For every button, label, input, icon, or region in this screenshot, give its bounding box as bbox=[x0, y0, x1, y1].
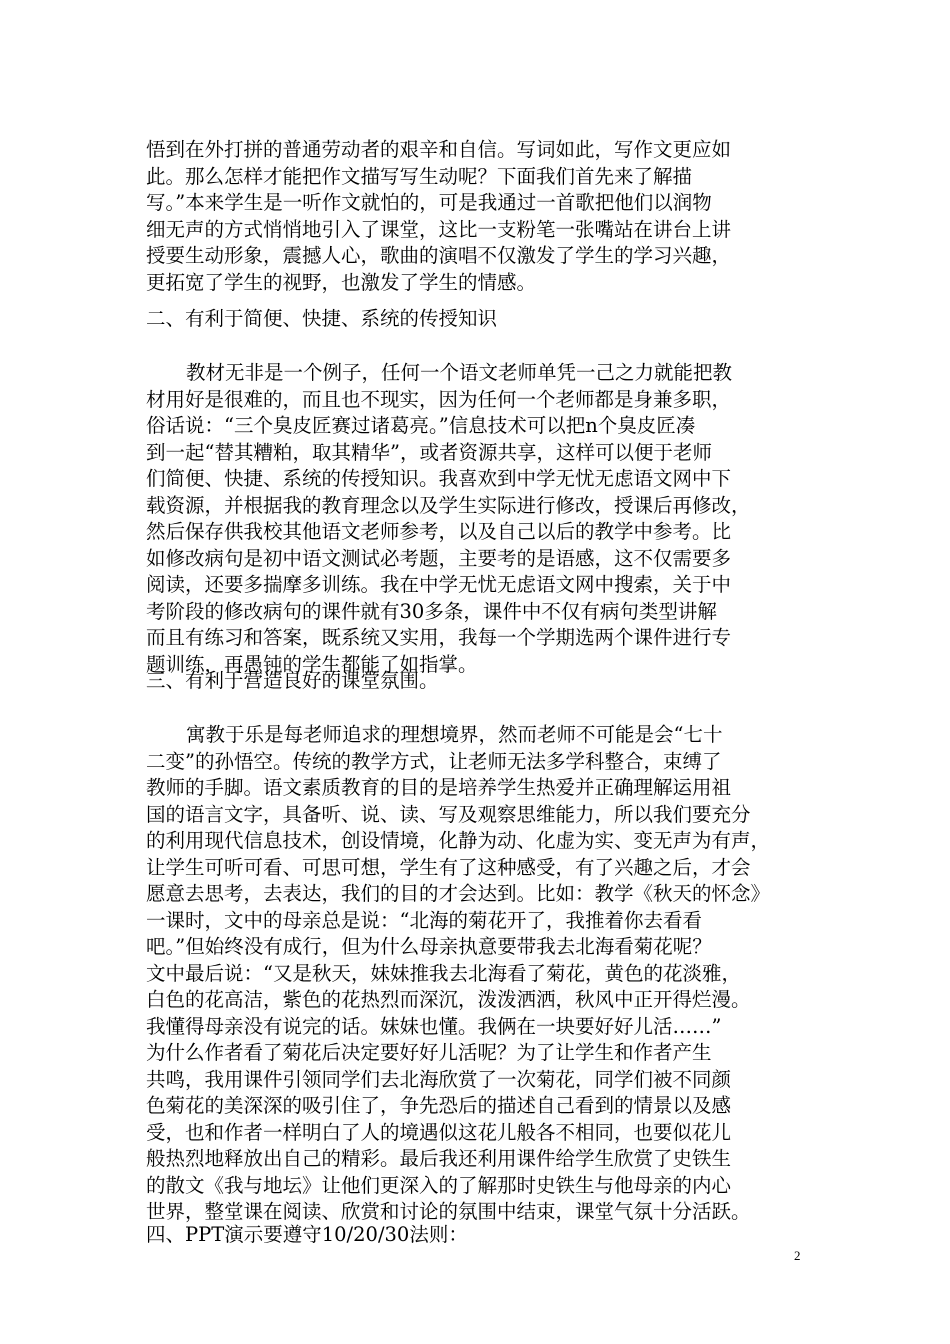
text-line: 题训练，再愚钝的学生都能了如指掌。 bbox=[146, 652, 478, 676]
text-line: 受，也和作者一样明白了人的境遇似这花儿般各不相同，也要似花儿 bbox=[146, 1120, 732, 1144]
text-line: 教师的手脚。语文素质教育的目的是培养学生热爱并正确理解运用祖 bbox=[146, 776, 732, 799]
text-line: 们简便、快捷、系统的传授知识。我喜欢到中学无忧无虑语文网中下 bbox=[146, 467, 732, 490]
text-line: 二变”的孙悟空。传统的教学方式，让老师无法多学科整合，束缚了 bbox=[146, 749, 722, 773]
text-line: 教材无非是一个例子，任何一个语文老师单凭一己之力就能把教 bbox=[186, 361, 733, 384]
text-line: 授要生动形象，震撼人心，歌曲的演唱不仅激发了学生的学习兴趣， bbox=[146, 244, 732, 267]
page-number: 2 bbox=[794, 1248, 801, 1263]
text-line: 而且有练习和答案，既系统又实用，我每一个学期选两个课件进行专 bbox=[146, 626, 732, 649]
section-heading-3: 三、有利于营造良好的课堂氛围。 bbox=[146, 669, 439, 692]
paragraph-1 bbox=[146, 137, 814, 296]
text-line: 一课时，文中的母亲总是说：“北海的菊花开了，我推着你去看看 bbox=[146, 908, 702, 932]
text-line: 俗话说：“三个臭皮匠赛过诸葛亮。”信息技术可以把n个臭皮匠凑 bbox=[146, 414, 696, 437]
text-line: 吧。”但始终没有成行，但为什么母亲执意要带我去北海看菊花呢？ bbox=[146, 935, 712, 958]
text-line: 此。那么怎样才能把作文描写写生动呢？下面我们首先来了解描 bbox=[146, 164, 693, 188]
text-line: 的利用现代信息技术，创设情境，化静为动、化虚为实、变无声为有声， bbox=[146, 829, 771, 852]
text-line: 让学生可听可看、可思可想，学生有了这种感受，有了兴趣之后，才会 bbox=[146, 855, 751, 879]
text-line: 国的语言文字，具备听、说、读、写及观察思维能力，所以我们要充分 bbox=[146, 802, 751, 826]
text-line: 我懂得母亲没有说完的话。妹妹也懂。我俩在一块要好好儿活……” bbox=[146, 1014, 722, 1038]
text-line: 更拓宽了学生的视野，也激发了学生的情感。 bbox=[146, 270, 537, 294]
text-line: 考阶段的修改病句的课件就有30多条，课件中不仅有病句类型讲解 bbox=[146, 599, 717, 623]
text-line: 阅读，还要多揣摩多训练。我在中学无忧无虑语文网中搜索，关于中 bbox=[146, 573, 732, 596]
text-line: 寓教于乐是每老师追求的理想境界，然而老师不可能是会“七十 bbox=[186, 723, 723, 746]
paragraph-3 bbox=[146, 722, 814, 1226]
text-line: 细无声的方式悄悄地引入了课堂，这比一支粉笔一张嘴站在讲台上讲 bbox=[146, 217, 732, 241]
text-line: 到一起“替其糟粕，取其精华”，或者资源共享，这样可以便于老师 bbox=[146, 440, 712, 464]
text-line: 的散文《我与地坛》让他们更深入的了解那时史铁生与他母亲的内心 bbox=[146, 1173, 732, 1197]
text-line: 为什么作者看了菊花后决定要好好儿活呢？为了让学生和作者产生 bbox=[146, 1041, 712, 1064]
text-line: 共鸣，我用课件引领同学们去北海欣赏了一次菊花，同学们被不同颜 bbox=[146, 1067, 732, 1091]
text-line: 然后保存供我校其他语文老师参考，以及自己以后的教学中参考。比 bbox=[146, 520, 732, 543]
text-line: 材用好是很难的，而且也不现实，因为任何一个老师都是身兼多职， bbox=[146, 387, 732, 411]
text-line: 如修改病句是初中语文测试必考题，主要考的是语感，这不仅需要多 bbox=[146, 546, 732, 570]
text-line: 白色的花高洁，紫色的花热烈而深沉，泼泼洒洒，秋风中正开得烂漫。 bbox=[146, 988, 751, 1011]
text-line: 悟到在外打拼的普通劳动者的艰辛和自信。写词如此，写作文更应如 bbox=[146, 138, 732, 161]
section-heading-2: 二、有利于简便、快捷、系统的传授知识 bbox=[146, 307, 498, 330]
paragraph-2 bbox=[146, 360, 814, 678]
section-heading-4: 四、PPT演示要遵守10/20/30法则： bbox=[146, 1223, 468, 1246]
text-line: 愿意去思考，去表达，我们的目的才会达到。比如：教学《秋天的怀念》 bbox=[146, 882, 771, 905]
text-line: 写。”本来学生是一听作文就怕的，可是我通过一首歌把他们以润物 bbox=[146, 191, 712, 214]
text-line: 载资源，并根据我的教育理念以及学生实际进行修改，授课后再修改， bbox=[146, 493, 751, 517]
text-line: 世界，整堂课在阅读、欣赏和讨论的氛围中结束，课堂气氛十分活跃。 bbox=[146, 1200, 751, 1223]
text-line: 色菊花的美深深的吸引住了，争先恐后的描述自己看到的情景以及感 bbox=[146, 1094, 732, 1117]
text-line: 般热烈地释放出自己的精彩。最后我还利用课件给学生欣赏了史铁生 bbox=[146, 1147, 732, 1170]
text-line: 文中最后说：“又是秋天，妹妹推我去北海看了菊花，黄色的花淡雅， bbox=[146, 961, 741, 985]
